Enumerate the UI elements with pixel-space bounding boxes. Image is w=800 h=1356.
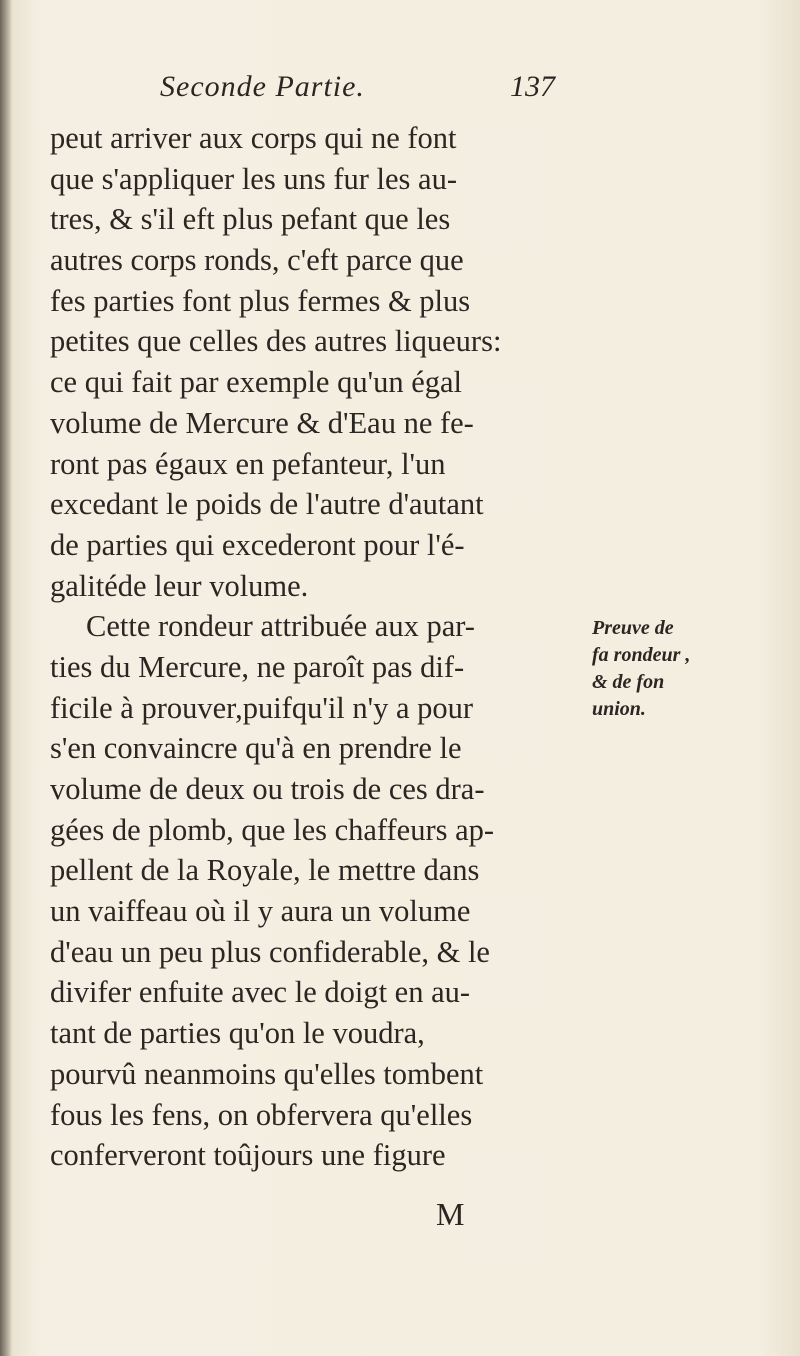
page-header xyxy=(160,70,580,110)
text-line: ce qui fait par exemple qu'un égal xyxy=(50,365,462,400)
text-line: que s'appliquer les uns fur les au- xyxy=(50,161,457,196)
text-line: un vaiffeau où il y aura un volume xyxy=(50,894,471,929)
text-line: volume de deux ou trois de ces dra- xyxy=(50,772,485,806)
text-line: pourvû neanmoins qu'elles tombent xyxy=(50,1056,484,1091)
text-line: pellent de la Royale, le mettre dans xyxy=(50,853,480,888)
margin-note-line: & de fon xyxy=(592,671,665,693)
text-line: ties du Mercure, ne paroît pas dif- xyxy=(50,649,465,684)
text-line: ront pas égaux en pefanteur, l'un xyxy=(50,446,446,481)
margin-note-line: fa rondeur , xyxy=(592,644,691,666)
margin-note-line: union. xyxy=(592,698,646,720)
margin-note xyxy=(592,615,797,723)
text-line: peut arriver aux corps qui ne font xyxy=(50,121,457,155)
text-line: tres, & s'il eft plus pefant que les xyxy=(50,202,451,237)
page-number: 137 xyxy=(510,70,555,103)
text-line: galitéde leur volume. xyxy=(50,568,309,603)
text-line: conferveront toûjours une figure xyxy=(50,1138,446,1173)
text-line: petites que celles des autres liqueurs: xyxy=(50,324,502,359)
text-line: ficile à prouver,puifqu'il n'y a pour xyxy=(50,690,474,725)
text-line: tant de parties qu'on le voudra, xyxy=(50,1016,425,1051)
text-line: d'eau un peu plus confiderable, & le xyxy=(50,934,490,969)
text-line: excedant le poids de l'autre d'autant xyxy=(50,487,484,522)
margin-note-line: Preuve de xyxy=(592,617,674,639)
text-line: divifer enfuite avec le doigt en au- xyxy=(50,975,471,1010)
text-line: autres corps ronds, c'eft parce que xyxy=(50,243,464,278)
page-binding-shadow xyxy=(0,0,12,1356)
running-title: Seconde Partie. xyxy=(160,70,365,103)
text-line: fes parties font plus fermes & plus xyxy=(50,283,471,318)
paragraph-start-line: Cette rondeur attribuée aux par- xyxy=(86,609,475,644)
body-text xyxy=(50,118,595,1176)
text-line: de parties qui excederont pour l'é- xyxy=(50,527,465,562)
text-line: gées de plomb, que les chaffeurs ap- xyxy=(50,812,495,847)
text-line: volume de Mercure & d'Eau ne fe- xyxy=(50,405,474,440)
text-line: s'en convaincre qu'à en prendre le xyxy=(50,731,462,766)
signature-mark: M xyxy=(436,1196,465,1232)
text-line: fous les fens, on obfervera qu'elles xyxy=(50,1097,473,1132)
